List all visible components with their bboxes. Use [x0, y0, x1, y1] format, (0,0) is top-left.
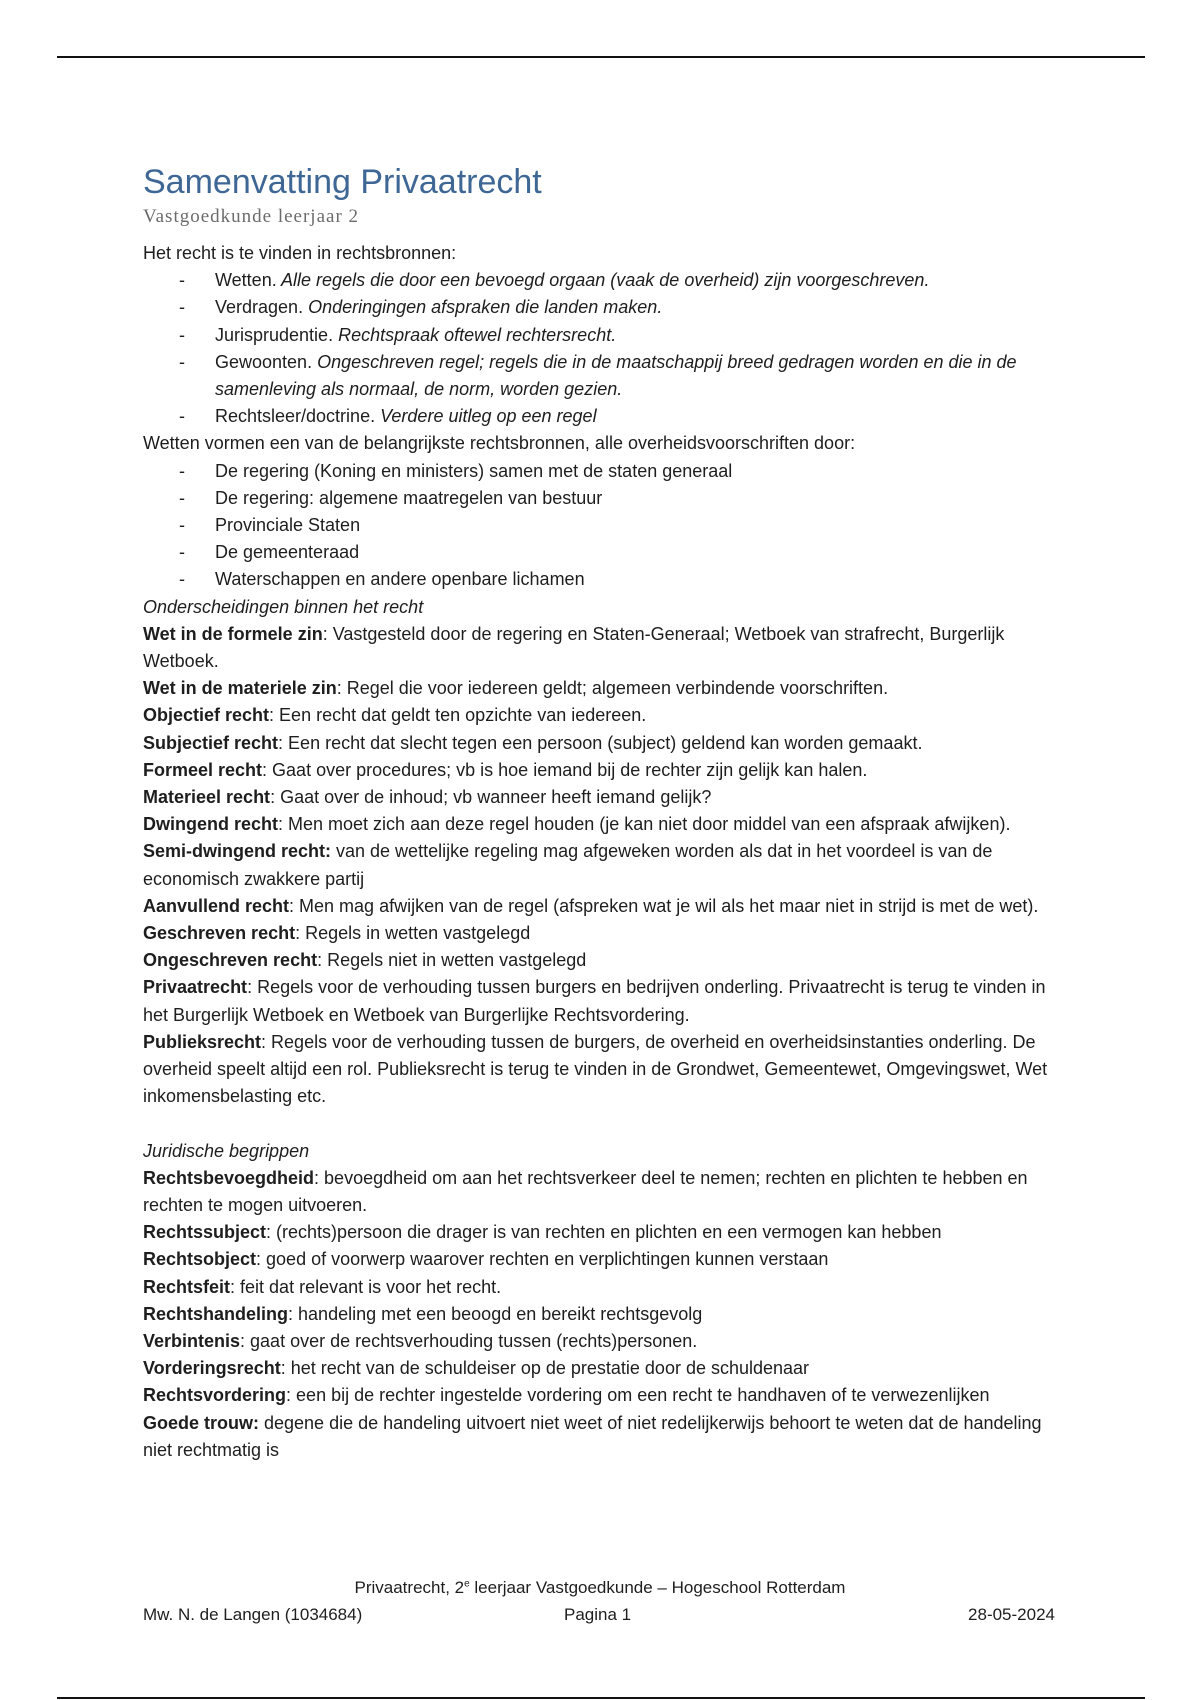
list-item: - Rechtsleer/doctrine. Verdere uitleg op een regel: [215, 403, 1063, 430]
list-item: - De regering: algemene maatregelen van bestuur: [215, 485, 1063, 512]
document-title: Samenvatting Privaatrecht: [143, 163, 542, 201]
definition: Subjectief recht: Een recht dat slecht tegen een persoon (subject) geldend kan worden gemaakt.: [143, 732, 923, 753]
definition: Verbintenis: gaat over de rechtsverhouding tussen (rechts)personen.: [143, 1330, 698, 1351]
bottom-rule: [57, 1697, 1145, 1699]
footer-center: Privaatrecht, 2e leerjaar Vastgoedkunde – Hogeschool Rotterdam: [354, 1578, 846, 1597]
definition: Goede trouw: degene die de handeling uitvoert niet weet of niet redelijkerwijs behoort te weten dat de handeling niet rechtmatig is: [143, 1412, 1042, 1460]
list-item: - Waterschappen en andere openbare lichamen: [215, 566, 1063, 593]
law-makers-list: [143, 458, 1063, 594]
definition: Aanvullend recht: Men mag afwijken van de regel (afspreken wat je wil als het maar niet in strijd is met de wet).: [143, 895, 1039, 916]
list-item: - De gemeenteraad: [215, 539, 1063, 566]
footer-page-number: Pagina 1: [564, 1605, 632, 1624]
sources-list: [143, 267, 1063, 430]
definition: Materieel recht: Gaat over de inhoud; vb wanneer heeft iemand gelijk?: [143, 787, 712, 808]
definition: Rechtsobject: goed of voorwerp waarover rechten en verplichtingen kunnen verstaan: [143, 1249, 829, 1270]
section-heading: Onderscheidingen binnen het recht: [143, 596, 424, 617]
document-subtitle: Vastgoedkunde leerjaar 2: [143, 206, 360, 227]
definition: Rechtssubject: (rechts)persoon die drager is van rechten en plichten en een vermogen kan hebben: [143, 1222, 942, 1243]
list-item: - Verdragen. Onderingingen afspraken die landen maken.: [215, 294, 1063, 321]
document-body: [143, 240, 1063, 1464]
definition: Publieksrecht: Regels voor de verhouding tussen de burgers, de overheid en overheidsinstanties onderling. De overheid speelt altijd een rol. Publieksrecht is terug te vinden in de Grondwet, Gemeentewet, Omgevingswet, Wet inkomensbelasting etc.: [143, 1031, 1048, 1107]
definition: Rechtsfeit: feit dat relevant is voor het recht.: [143, 1276, 502, 1297]
intro-paragraph: Het recht is te vinden in rechtsbronnen:: [143, 243, 457, 263]
definition: Ongeschreven recht: Regels niet in wetten vastgelegd: [143, 950, 587, 971]
definition: Formeel recht: Gaat over procedures; vb is hoe iemand bij de rechter zijn gelijk kan halen.: [143, 759, 868, 780]
definition: Geschreven recht: Regels in wetten vastgelegd: [143, 923, 531, 944]
list-item: - De regering (Koning en ministers) samen met de staten generaal: [215, 458, 1063, 485]
definition: Rechtshandeling: handeling met een beoogd en bereikt rechtsgevolg: [143, 1303, 703, 1324]
definition: Wet in de formele zin: Vastgesteld door de regering en Staten-Generaal; Wetboek van strafrecht, Burgerlijk Wetboek.: [143, 623, 1005, 672]
top-rule: [57, 56, 1145, 58]
definition: Privaatrecht: Regels voor de verhouding tussen burgers en bedrijven onderling. Privaatrecht is terug te vinden in het Burgerlijk Wetboek en Wetboek van Burgerlijke Rechtsvordering.: [143, 977, 1046, 1025]
definition: Rechtsvordering: een bij de rechter ingestelde vordering om een recht te handhaven of te verwezenlijken: [143, 1385, 990, 1406]
footer-date: 28-05-2024: [968, 1605, 1055, 1624]
document-page: [143, 160, 1063, 1464]
spacer: [143, 1111, 1063, 1138]
definition: Semi-dwingend recht: van de wettelijke regeling mag afgeweken worden als dat in het voordeel is van de economisch zwakkere partij: [143, 841, 993, 889]
list-item: - Jurisprudentie. Rechtspraak oftewel rechtersrecht.: [215, 322, 1063, 349]
footer-author: Mw. N. de Langen (1034684): [143, 1605, 363, 1624]
list-item: - Provinciale Staten: [215, 512, 1063, 539]
laws-intro-paragraph: Wetten vormen een van de belangrijkste rechtsbronnen, alle overheidsvoorschriften door:: [143, 433, 856, 454]
definition: Wet in de materiele zin: Regel die voor iedereen geldt; algemeen verbindende voorschriften.: [143, 678, 889, 699]
section-heading: Juridische begrippen: [143, 1140, 310, 1161]
definition: Vorderingsrecht: het recht van de schuldeiser op de prestatie door de schuldenaar: [143, 1358, 810, 1379]
definition: Dwingend recht: Men moet zich aan deze regel houden (je kan niet door middel van een afspraak afwijken).: [143, 814, 1011, 835]
definition: Objectief recht: Een recht dat geldt ten opzichte van iedereen.: [143, 705, 647, 726]
list-item: - Wetten. Alle regels die door een bevoegd orgaan (vaak de overheid) zijn voorgeschreven.: [215, 267, 1063, 294]
list-item: - Gewoonten. Ongeschreven regel; regels die in de maatschappij breed gedragen worden en die in de samenleving als normaal, de norm, worden gezien.: [215, 349, 1063, 403]
definition: Rechtsbevoegdheid: bevoegdheid om aan het rechtsverkeer deel te nemen; rechten en plichten te hebben en rechten te mogen uitvoeren.: [143, 1167, 1028, 1215]
